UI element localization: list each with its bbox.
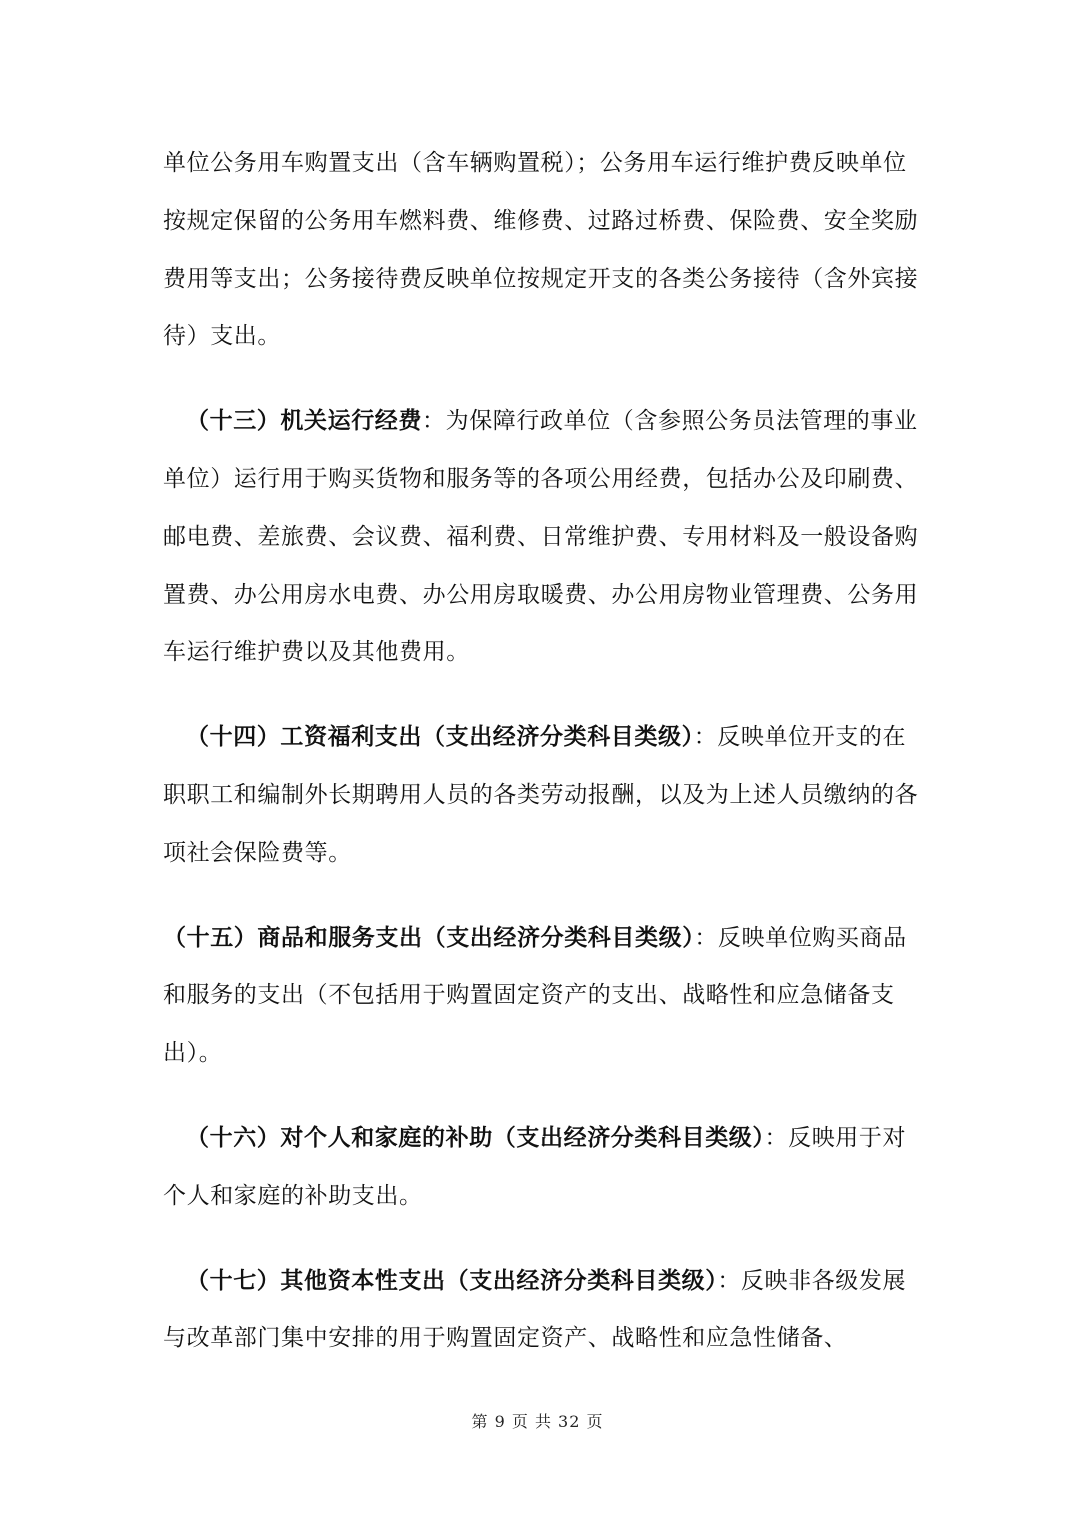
paragraph-heading: （十四）工资福利支出（支出经济分类科目类级） <box>186 723 694 751</box>
paragraph-continuation <box>163 135 923 366</box>
paragraph-heading: （十六）对个人和家庭的补助（支出经济分类科目类级） <box>186 1123 765 1151</box>
paragraph-16 <box>163 1109 923 1226</box>
paragraph-13 <box>163 392 923 682</box>
page-number: 第 9 页 共 32 页 <box>471 1412 604 1431</box>
paragraph-15 <box>163 909 923 1083</box>
paragraph-14 <box>163 708 923 882</box>
paragraph-heading: （十七）其他资本性支出（支出经济分类科目类级） <box>186 1266 718 1294</box>
paragraph-17 <box>163 1252 923 1369</box>
paragraph-text: 单位公务用车购置支出（含车辆购置税）；公务用车运行维护费反映单位按规定保留的公务用车燃料费、维修费、过路过桥费、保险费、安全奖励费用等支出；公务接待费反映单位按规定开支的各类公务接待（含外宾接待）支出。 <box>163 150 919 350</box>
paragraph-heading: （十三）机关运行经费 <box>186 407 422 435</box>
paragraph-text: ：反映用于对个人和家庭的补助支出。 <box>163 1124 907 1209</box>
document-body <box>163 135 923 1394</box>
paragraph-text: ：为保障行政单位（含参照公务员法管理的事业单位）运行用于购买货物和服务等的各项公用经费，包括办公及印刷费、邮电费、差旅费、会议费、福利费、日常维护费、专用材料及一般设备购置费、办公用房水电费、办公用房取暖费、办公用房物业管理费、公务用车运行维护费以及其他费用。 <box>163 408 919 666</box>
paragraph-heading: （十五）商品和服务支出（支出经济分类科目类级） <box>163 923 695 951</box>
paragraph-text: ：反映单位购买商品和服务的支出（不包括用于购置固定资产的支出、战略性和应急储备支出）。 <box>163 924 907 1067</box>
paragraph-text: ：反映单位开支的在职职工和编制外长期聘用人员的各类劳动报酬，以及为上述人员缴纳的各项社会保险费等。 <box>163 724 919 866</box>
paragraph-text: ：反映非各级发展与改革部门集中安排的用于购置固定资产、战略性和应急性储备、 <box>163 1267 907 1352</box>
